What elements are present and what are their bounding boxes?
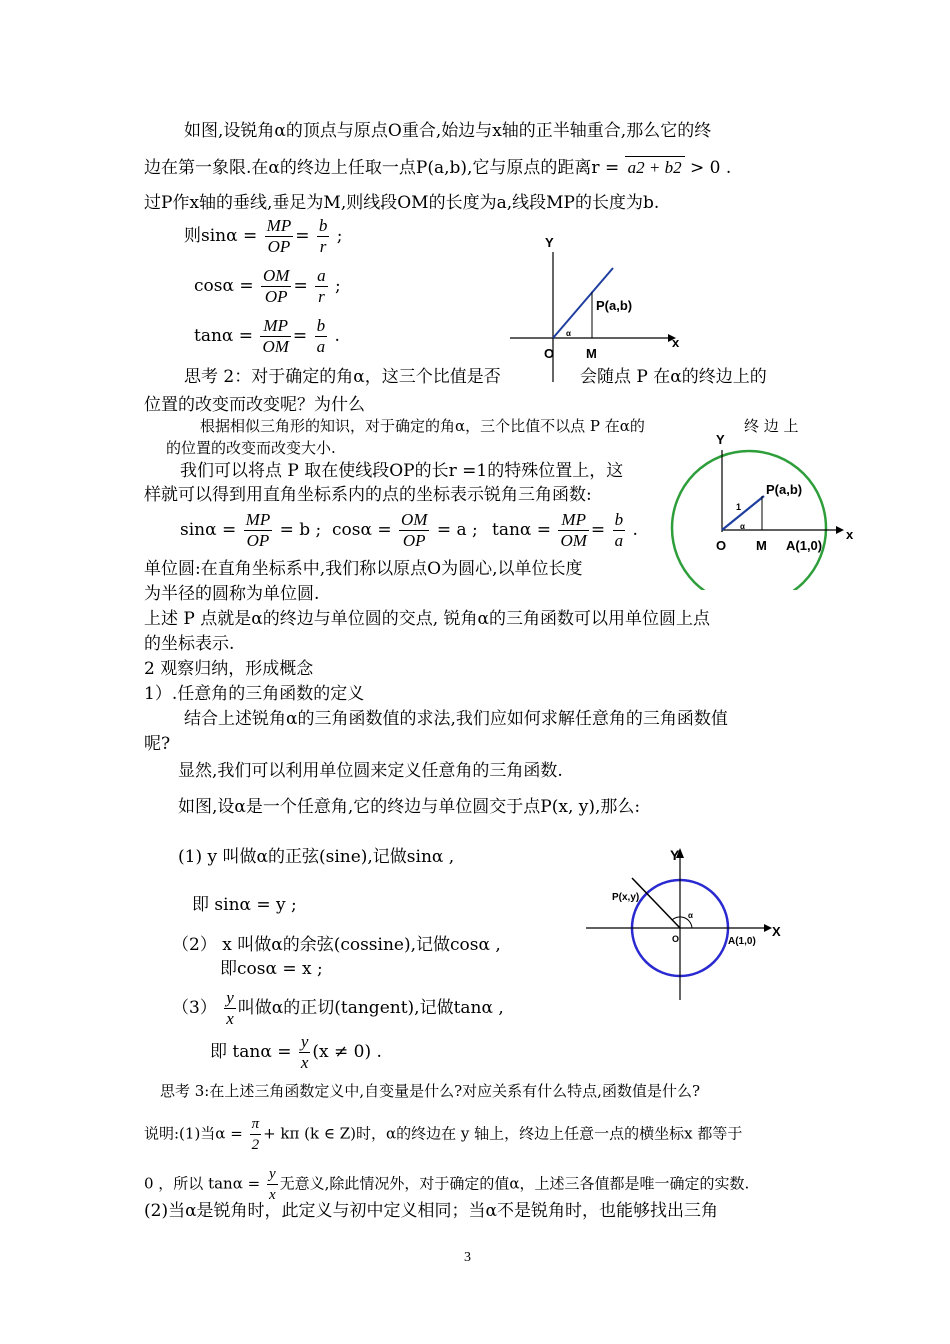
think2-answer1a: 根据相似三角形的知识，对于确定的角α，三个比值不以点 P 在α的 <box>200 417 645 435</box>
figure-unit-circle-acute <box>664 422 864 590</box>
note-text: 无意义,除此情况外，对于确定的值α，上述三各值都是唯一确定的实数. <box>279 1174 750 1193</box>
equation-lead: 则sinα = <box>184 226 258 246</box>
equation-lead: 即 tanα = <box>210 1042 292 1062</box>
fraction <box>558 510 588 551</box>
equation-lead: tanα = <box>194 326 254 346</box>
numerator: b <box>318 216 328 235</box>
para1-line3: 过P作x轴的垂线,垂足为M,则线段OM的长度为a,线段MP的长度为b. <box>144 193 660 213</box>
equation-tail: . <box>334 326 340 346</box>
note-text: 0 ，所以 tanα = <box>144 1174 261 1193</box>
fraction <box>317 216 330 257</box>
definition-cosine: （2） x 叫做α的余弦(cossine),记做cosα , <box>172 935 501 955</box>
definition-tangent-eq <box>210 1032 382 1073</box>
para1-line2-text: 边在第一象限.在α的终边上任取一点P(a,b),它与原点的距离r = <box>144 158 620 178</box>
denominator: r <box>318 287 325 306</box>
numerator: MP <box>260 316 290 337</box>
unit-line4: 的坐标表示. <box>144 634 235 654</box>
equation-tail: ; <box>336 226 343 246</box>
think2-answer1b: 终 边 上 <box>744 417 799 435</box>
label-y: Y <box>670 847 680 863</box>
unit-line2: 为半径的圆称为单位圆. <box>144 584 320 604</box>
numerator: b <box>614 510 624 529</box>
equation-lead: tanα = <box>492 520 552 540</box>
numerator: OM <box>401 510 428 529</box>
note-line3: (2)当α是锐角时，此定义与初中定义相同；当α不是锐角时，也能够找出三角 <box>144 1201 719 1221</box>
unit-line1: 单位圆:在直角坐标系中,我们称以原点O为圆心,以单位长度 <box>144 559 583 579</box>
definition-sine-eq: 即 sinα = y ; <box>192 895 297 915</box>
x-axis-arrow-icon <box>764 924 772 932</box>
equation-unit-tan: tanα = $\frac{MP}{OM}$ = $\frac{b}{a}$ . <box>492 510 638 550</box>
para1-line2 <box>144 156 731 179</box>
denominator: OP <box>267 237 291 256</box>
fraction <box>299 1032 311 1073</box>
para1-line1: 如图,设锐角α的顶点与原点O重合,始边与x轴的正半轴重合,那么它的终 <box>184 121 712 141</box>
think3: 思考 3:在上述三角函数定义中,自变量是什么?对应关系有什么特点,函数值是什么? <box>160 1082 700 1100</box>
numerator: OM <box>263 266 290 285</box>
numerator: MP <box>558 510 588 531</box>
denominator: x <box>268 1187 276 1203</box>
para2-line2: 样就可以得到用直角坐标系内的点的坐标表示锐角三角函数: <box>144 485 592 505</box>
para1-line2-tail: > 0 . <box>689 158 732 178</box>
equation-tan: tanα = $\frac{MP}{OM}$ = $\frac{b}{a}$ . <box>194 316 340 356</box>
section-title: 2 观察归纳，形成概念 <box>144 659 314 679</box>
label-alpha: α <box>566 329 571 338</box>
definition-tangent <box>172 988 504 1029</box>
page-number: 3 <box>464 1250 471 1265</box>
equation-tail: = b ; <box>279 520 322 540</box>
fraction <box>260 316 290 357</box>
label-alpha: α <box>688 911 693 920</box>
figure-acute-angle <box>500 232 700 382</box>
figure-unit-circle-any <box>576 840 796 1005</box>
equation-lead: sinα = <box>180 520 237 540</box>
equation-lead: cosα = <box>194 276 254 296</box>
label-x: x <box>846 527 854 542</box>
definition-text: 叫做α的正切(tangent),记做tanα , <box>237 998 504 1018</box>
label-alpha: α <box>740 522 745 531</box>
numerator: y <box>226 988 234 1007</box>
think2-line1b: 会随点 P 在α的终边上的 <box>580 367 767 387</box>
sec2-line3: 显然,我们可以利用单位圆来定义任意角的三角函数. <box>178 761 563 781</box>
denominator: a <box>614 531 624 550</box>
unit-line3: 上述 P 点就是α的终边与单位圆的交点, 锐角α的三角函数可以用单位圆上点 <box>144 609 711 629</box>
denominator: x <box>300 1053 309 1072</box>
label-m: M <box>756 538 767 553</box>
label-a: A(1,0) <box>786 538 823 553</box>
equation-tail: ; <box>335 276 341 296</box>
sec2-line4: 如图,设α是一个任意角,它的终边与单位圆交于点P(x, y),那么: <box>178 797 641 817</box>
denominator: OP <box>402 531 426 550</box>
label-o: O <box>716 538 727 553</box>
radical-expression: a2 + b2 <box>625 156 685 179</box>
fraction <box>261 266 291 307</box>
note-text: + kπ (k ∈ Z)时，α的终边在 y 轴上，终边上任意一点的横坐标x 都等于 <box>263 1124 743 1143</box>
denominator: a <box>316 337 326 356</box>
fraction <box>224 988 236 1029</box>
think2-answer2: 的位置的改变而改变大小. <box>166 439 336 457</box>
definition-sine: (1) y 叫做α的正弦(sine),记做sinα , <box>178 847 455 867</box>
denominator: r <box>319 237 327 256</box>
fraction <box>244 510 273 551</box>
fraction <box>613 510 626 551</box>
fraction <box>265 216 294 257</box>
label-one: 1 <box>736 502 742 512</box>
label-o: O <box>544 346 555 361</box>
label-p: P(a,b) <box>766 482 803 497</box>
label-a: A(1,0) <box>728 936 756 947</box>
fraction <box>250 1114 262 1155</box>
fraction <box>315 316 328 357</box>
equation-tail: (x ≠ 0) . <box>312 1042 382 1062</box>
equation-unit-cos <box>332 510 478 551</box>
definition-cosine-eq: 即cosα = x ; <box>220 959 323 979</box>
denominator: OM <box>262 337 289 356</box>
label-o: O <box>672 934 680 944</box>
denominator: OP <box>264 287 288 306</box>
equation-unit-sin <box>180 510 321 551</box>
think2-line1a: 思考 2：对于确定的角α，这三个比值是否 <box>184 367 501 387</box>
subsection-title: 1）.任意角的三角函数的定义 <box>144 684 365 704</box>
equation-lead: cosα = <box>332 520 392 540</box>
fraction <box>267 1164 278 1205</box>
fraction <box>315 266 328 307</box>
label-m: M <box>586 346 597 361</box>
numerator: y <box>267 1164 278 1185</box>
label-x: x <box>672 335 680 350</box>
numerator: π <box>250 1114 262 1135</box>
numerator: y <box>300 1032 309 1051</box>
sec2-line1: 结合上述锐角α的三角函数值的求法,我们应如何求解任意角的三角函数值 <box>184 709 728 729</box>
para2-line1: 我们可以将点 P 取在使线段OP的长r =1的特殊位置上，这 <box>180 461 624 481</box>
denominator: OM <box>560 531 587 550</box>
equation-sin: 则sinα = $\frac{MP}{OP}$ = $\frac{b}{r}$ ; <box>184 216 343 256</box>
denominator: 2 <box>251 1137 260 1153</box>
label-y: Y <box>545 235 554 250</box>
denominator: OP <box>246 531 270 550</box>
sec2-line2: 呢? <box>144 734 171 754</box>
label-y: Y <box>716 432 725 447</box>
note-line2 <box>144 1164 749 1205</box>
numerator: MP <box>266 216 292 235</box>
equation-cos: cosα = $\frac{OM}{OP}$ = $\frac{a}{r}$ ; <box>194 266 341 306</box>
label-p: P(a,b) <box>596 298 633 313</box>
unit-circle <box>672 451 826 590</box>
item-number: （3） <box>172 998 217 1018</box>
numerator: b <box>316 316 326 335</box>
equation-tail: . <box>632 520 638 540</box>
x-axis-arrow-icon <box>836 526 844 534</box>
note-text: 说明:(1)当α = <box>144 1124 243 1143</box>
denominator: x <box>226 1009 234 1028</box>
think2-line2: 位置的改变而改变呢？为什么 <box>144 395 365 415</box>
numerator: MP <box>245 510 271 529</box>
equation-tail: = a ; <box>436 520 478 540</box>
label-p: P(x,y) <box>612 892 640 903</box>
fraction <box>399 510 429 551</box>
numerator: a <box>317 266 326 285</box>
note-line1 <box>144 1114 742 1155</box>
label-x: X <box>772 924 781 939</box>
